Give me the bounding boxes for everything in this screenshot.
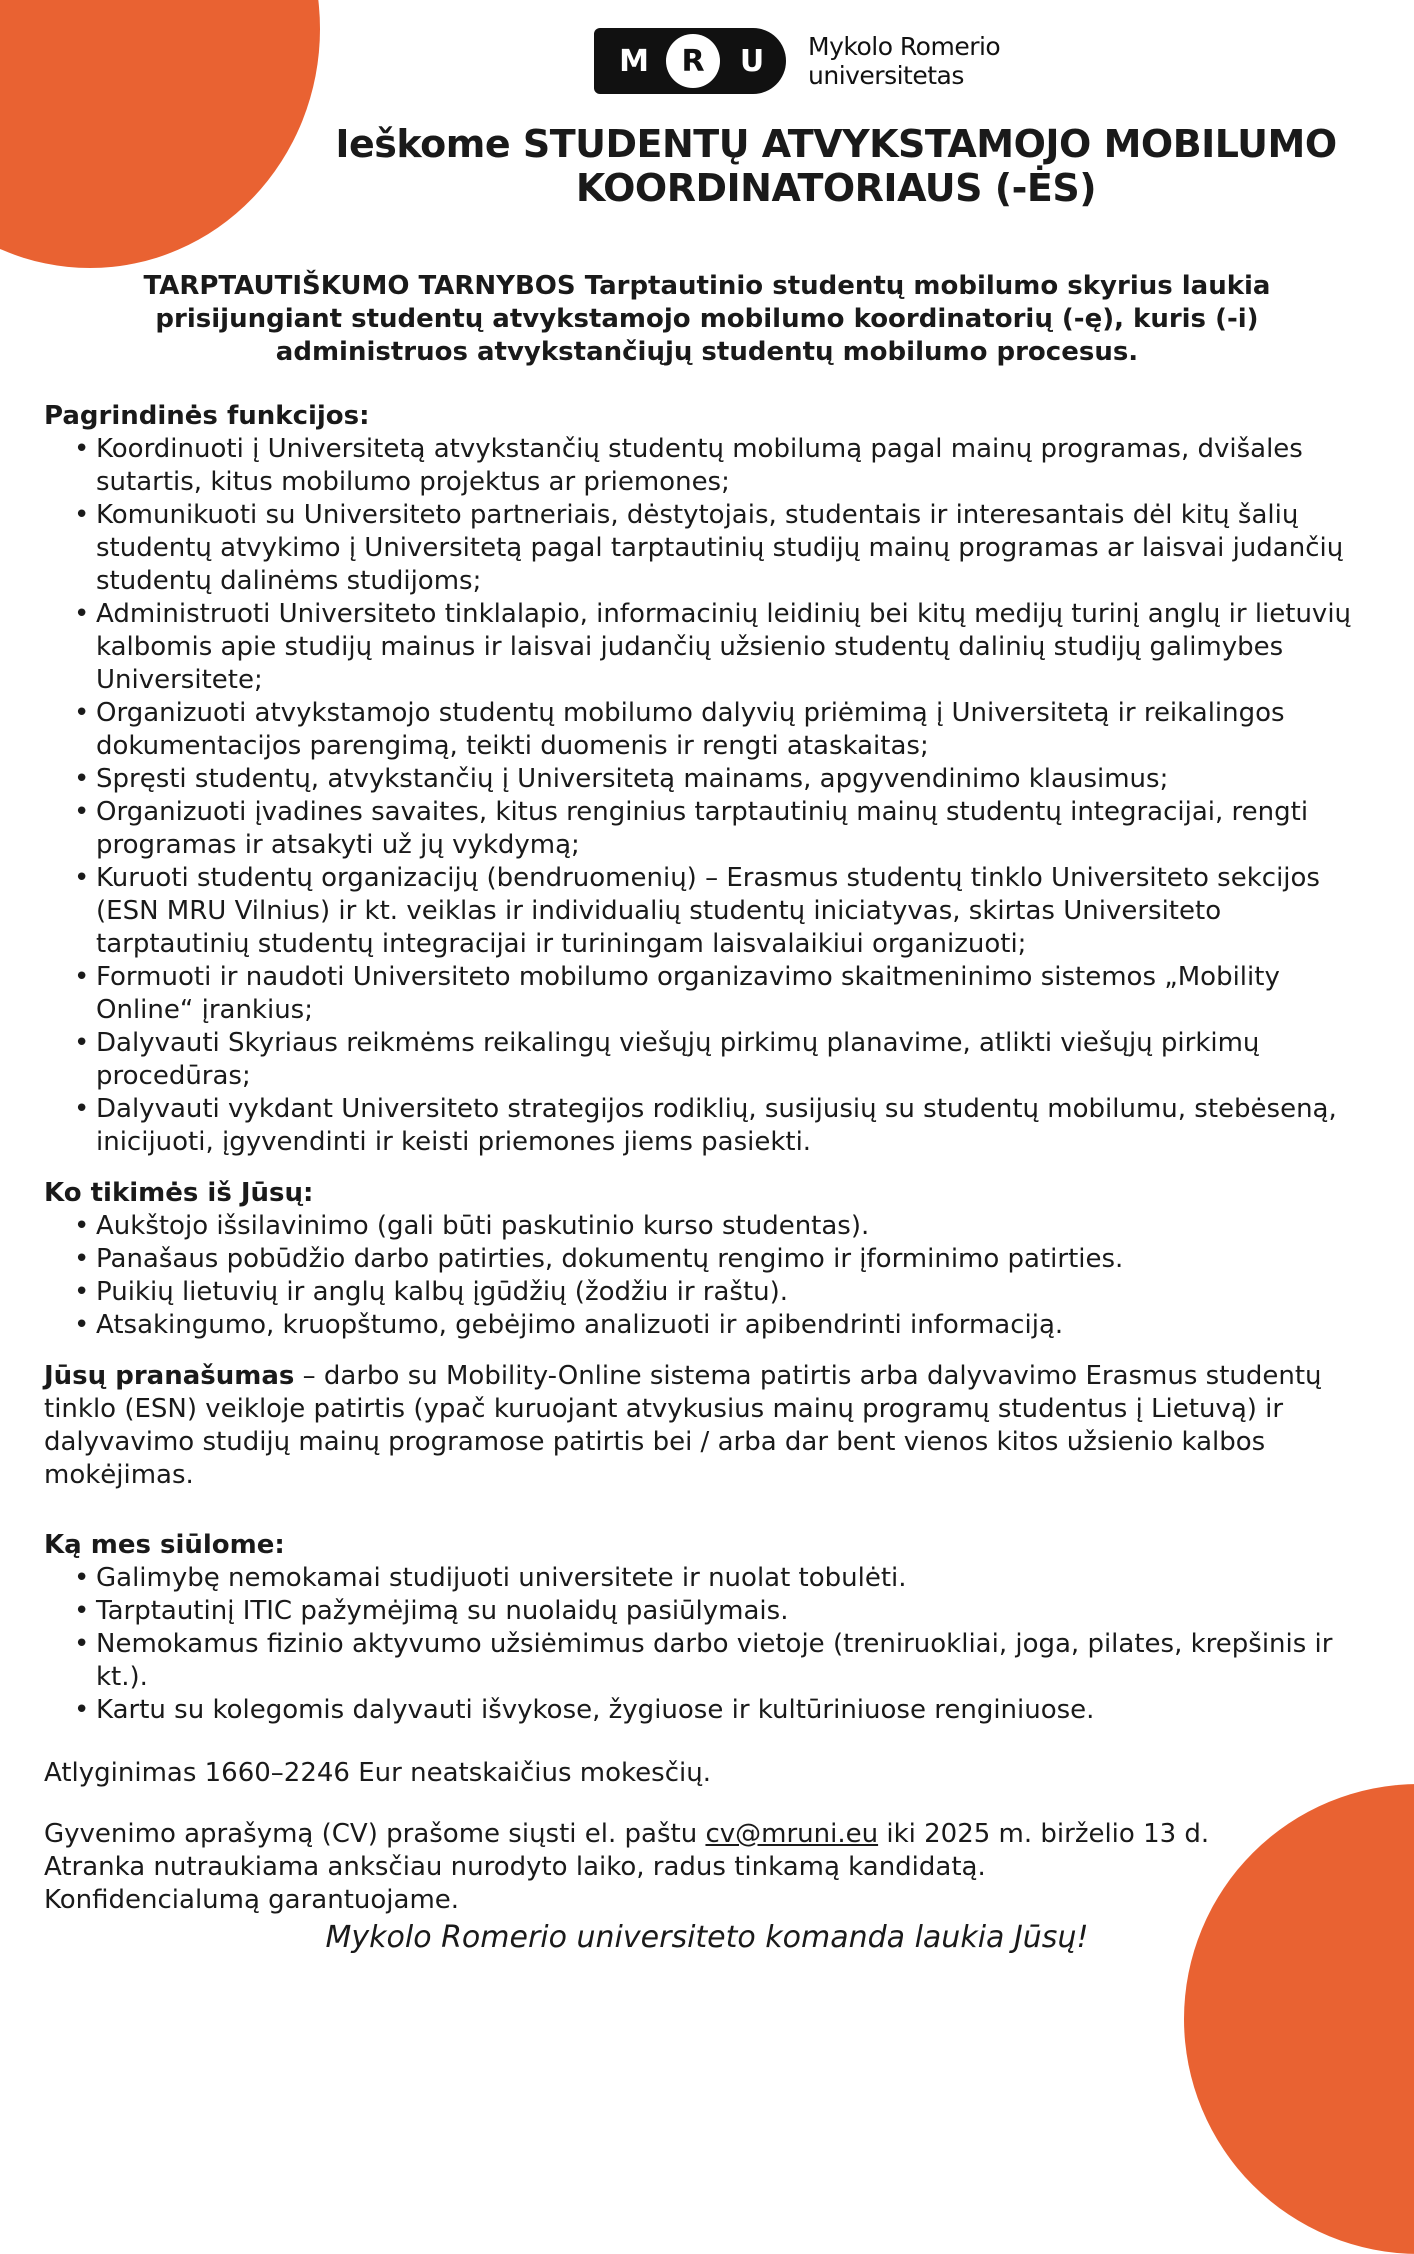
contact-line3: Konfidencialumą garantuojame. (44, 1885, 460, 1915)
logo-letter-u: U (739, 43, 765, 79)
logo-letter-r: R (666, 34, 720, 88)
intro-line2: prisijungiant studentų atvykstamojo mobilumo koordinatorių (-ę), kuris (-i) (155, 304, 1259, 334)
functions-heading: Pagrindinės funkcijos: (44, 401, 370, 431)
intro-text (44, 270, 1370, 369)
advantage-paragraph (44, 1360, 1374, 1492)
title-line1: Ieškome STUDENTŲ ATVYKSTAMOJO MOBILUMO (335, 122, 1337, 166)
offer-heading: Ką mes siūlome: (44, 1530, 285, 1560)
logo-letter-m: M (619, 43, 649, 79)
logo-name-line1: Mykolo Romerio (808, 32, 1001, 61)
list-item: • Kartu su kolegomis dalyvauti išvykose, žygiuose ir kultūriniuose renginiuose. (44, 1694, 1374, 1727)
list-item: • Koordinuoti į Universitetą atvykstančių studentų mobilumą pagal mainų programas, dvišales sutartis, kitus mobilumo projektus ar priemones; (44, 433, 1374, 499)
functions-section (44, 400, 1374, 1159)
list-item: • Aukštojo išsilavinimo (gali būti paskutinio kurso studentas). (44, 1210, 1374, 1243)
decorative-circle-top-left (0, 0, 320, 268)
university-logo (594, 28, 1000, 94)
expectations-heading: Ko tikimės iš Jūsų: (44, 1178, 314, 1208)
salary-text: Atlyginimas 1660–2246 Eur neatskaičius mokesčių. (44, 1758, 711, 1788)
intro-line3: administruos atvykstančiųjų studentų mobilumo procesus. (275, 337, 1139, 367)
list-item: • Komunikuoti su Universiteto partneriais, dėstytojais, studentais ir interesantais dėl kitų šalių studentų atvykimo į Universitetą pagal tarptautinių studijų mainų programas ar laisvai judančių studentų dalinėms studijoms; (44, 499, 1374, 598)
offer-section (44, 1529, 1374, 1727)
contact-before-email: Gyvenimo aprašymą (CV) prašome siųsti el. paštu (44, 1819, 706, 1849)
list-item: • Tarptautinį ITIC pažymėjimą su nuolaidų pasiūlymais. (44, 1595, 1374, 1628)
title-line2: KOORDINATORIAUS (-ĖS) (575, 166, 1097, 210)
contact-line2: Atranka nutraukiama anksčiau nurodyto laiko, radus tinkamą kandidatą. (44, 1852, 986, 1882)
advantage-text: – darbo su Mobility-Online sistema patirtis arba dalyvavimo Erasmus studentų tinklo (ESN) veikloje patirtis (ypač kuruojant atvykusius mainų programų studentus į Lietuvą) ir dalyvavimo studijų mainų programose patirtis bei / arba dar bent vienos kitos užsienio kalbos mokėjimas. (44, 1361, 1322, 1490)
list-item: • Galimybę nemokamai studijuoti universitete ir nuolat tobulėti. (44, 1562, 1374, 1595)
email-link[interactable]: cv@mruni.eu (705, 1819, 879, 1849)
list-item: • Formuoti ir naudoti Universiteto mobilumo organizavimo skaitmeninimo sistemos „Mobility Online“ įrankius; (44, 961, 1374, 1027)
list-item: • Administruoti Universiteto tinklalapio, informacinių leidinių bei kitų medijų turinį anglų ir lietuvių kalbomis apie studijų mainus ir laisvai judančių užsienio studentų dalinių studijų galimybes Universitete; (44, 598, 1374, 697)
list-item: • Kuruoti studentų organizacijų (bendruomenių) – Erasmus studentų tinklo Universiteto sekcijos (ESN MRU Vilnius) ir kt. veiklas ir individualių studentų iniciatyvas, skirtas Universiteto tarptautinių studentų integracijai ir turiningam laisvalaikiui organizuoti; (44, 862, 1374, 961)
logo-name-line2: universitetas (808, 61, 964, 90)
logo-mark (594, 28, 786, 94)
functions-list (44, 433, 1374, 1159)
contact-line1 (44, 1818, 1374, 1851)
list-item: • Organizuoti įvadines savaites, kitus renginius tarptautinių mainų studentų integracijai, rengti programas ir atsakyti už jų vykdymą; (44, 796, 1374, 862)
contact-after-email: iki 2025 m. birželio 13 d. (878, 1819, 1210, 1849)
advantage-label: Jūsų pranašumas (44, 1361, 295, 1391)
offer-list (44, 1562, 1374, 1727)
main-content (44, 400, 1374, 1917)
intro-line1: TARPTAUTIŠKUMO TARNYBOS Tarptautinio studentų mobilumo skyrius laukia (143, 271, 1271, 301)
contact-info (44, 1818, 1374, 1917)
list-item: • Organizuoti atvykstamojo studentų mobilumo dalyvių priėmimą į Universitetą ir reikalingos dokumentacijos parengimą, teikti duomenis ir rengti ataskaitas; (44, 697, 1374, 763)
list-item: • Dalyvauti Skyriaus reikmėms reikalingų viešųjų pirkimų planavime, atlikti viešųjų pirkimų procedūras; (44, 1027, 1374, 1093)
expectations-list (44, 1210, 1374, 1342)
list-item: • Spręsti studentų, atvykstančių į Universitetą mainams, apgyvendinimo klausimus; (44, 763, 1374, 796)
list-item: • Panašaus pobūdžio darbo patirties, dokumentų rengimo ir įforminimo patirties. (44, 1243, 1374, 1276)
closing-text: Mykolo Romerio universiteto komanda laukia Jūsų! (325, 1920, 1089, 1955)
logo-name (808, 32, 1000, 90)
list-item: • Atsakingumo, kruopštumo, gebėjimo analizuoti ir apibendrinti informaciją. (44, 1309, 1374, 1342)
page-title (280, 122, 1392, 210)
expectations-section (44, 1177, 1374, 1342)
list-item: • Dalyvauti vykdant Universiteto strategijos rodiklių, susijusių su studentų mobilumu, stebėseną, inicijuoti, įgyvendinti ir keisti priemones jiems pasiekti. (44, 1093, 1374, 1159)
list-item: • Puikių lietuvių ir anglų kalbų įgūdžių (žodžiu ir raštu). (44, 1276, 1374, 1309)
list-item: • Nemokamus fizinio aktyvumo užsiėmimus darbo vietoje (treniruokliai, joga, pilates, krepšinis ir kt.). (44, 1628, 1374, 1694)
